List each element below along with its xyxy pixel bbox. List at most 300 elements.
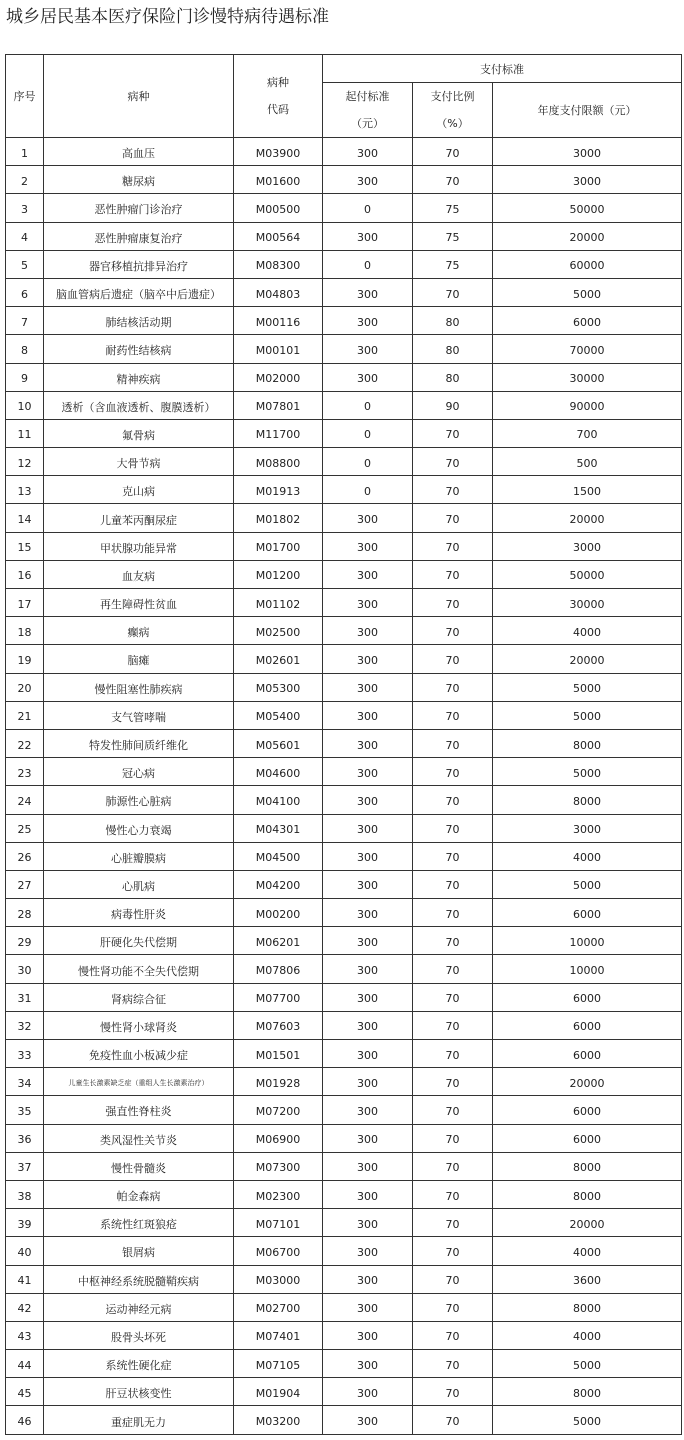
cell-threshold: 300 <box>323 560 413 588</box>
cell-annual-limit: 60000 <box>493 250 682 278</box>
cell-seq: 14 <box>6 504 44 532</box>
cell-seq: 10 <box>6 391 44 419</box>
cell-code: M01913 <box>234 476 323 504</box>
cell-ratio: 70 <box>413 786 493 814</box>
cell-seq: 26 <box>6 842 44 870</box>
cell-disease: 强直性脊柱炎 <box>44 1096 234 1124</box>
table-row <box>6 842 682 870</box>
cell-ratio: 75 <box>413 194 493 222</box>
cell-threshold: 300 <box>323 335 413 363</box>
table-row <box>6 1096 682 1124</box>
table-row <box>6 617 682 645</box>
cell-disease: 银屑病 <box>44 1237 234 1265</box>
cell-annual-limit: 1500 <box>493 476 682 504</box>
cell-disease: 甲状腺功能异常 <box>44 532 234 560</box>
table-row <box>6 1237 682 1265</box>
cell-disease: 脑血管病后遗症（脑卒中后遗症） <box>44 278 234 306</box>
table-row <box>6 1350 682 1378</box>
cell-annual-limit: 8000 <box>493 729 682 757</box>
cell-seq: 36 <box>6 1124 44 1152</box>
table-row <box>6 222 682 250</box>
cell-seq: 15 <box>6 532 44 560</box>
cell-disease: 类风湿性关节炎 <box>44 1124 234 1152</box>
cell-code: M00200 <box>234 899 323 927</box>
cell-disease: 糖尿病 <box>44 166 234 194</box>
cell-disease: 脑瘫 <box>44 645 234 673</box>
cell-seq: 16 <box>6 560 44 588</box>
cell-threshold: 300 <box>323 927 413 955</box>
cell-code: M04600 <box>234 758 323 786</box>
cell-seq: 18 <box>6 617 44 645</box>
cell-ratio: 70 <box>413 589 493 617</box>
cell-ratio: 70 <box>413 870 493 898</box>
cell-code: M06900 <box>234 1124 323 1152</box>
cell-disease: 冠心病 <box>44 758 234 786</box>
cell-ratio: 70 <box>413 617 493 645</box>
cell-code: M07401 <box>234 1321 323 1349</box>
cell-code: M05601 <box>234 729 323 757</box>
cell-disease: 运动神经元病 <box>44 1293 234 1321</box>
cell-code: M01501 <box>234 1040 323 1068</box>
cell-code: M07603 <box>234 1011 323 1039</box>
cell-annual-limit: 4000 <box>493 1321 682 1349</box>
cell-seq: 6 <box>6 278 44 306</box>
cell-disease: 透析（含血液透析、腹膜透析） <box>44 391 234 419</box>
cell-ratio: 75 <box>413 250 493 278</box>
cell-disease: 恶性肿瘤门诊治疗 <box>44 194 234 222</box>
cell-disease: 肺结核活动期 <box>44 307 234 335</box>
cell-code: M01904 <box>234 1378 323 1406</box>
cell-ratio: 70 <box>413 814 493 842</box>
table-row <box>6 419 682 447</box>
cell-annual-limit: 4000 <box>493 617 682 645</box>
cell-code: M02000 <box>234 363 323 391</box>
table-row <box>6 560 682 588</box>
cell-ratio: 70 <box>413 560 493 588</box>
cell-threshold: 300 <box>323 1124 413 1152</box>
cell-ratio: 70 <box>413 504 493 532</box>
cell-disease: 再生障碍性贫血 <box>44 589 234 617</box>
table-row <box>6 1209 682 1237</box>
cell-disease: 肺源性心脏病 <box>44 786 234 814</box>
cell-annual-limit: 5000 <box>493 701 682 729</box>
cell-threshold: 300 <box>323 1350 413 1378</box>
cell-threshold: 300 <box>323 814 413 842</box>
cell-disease: 支气管哮喘 <box>44 701 234 729</box>
cell-disease: 慢性阻塞性肺疾病 <box>44 673 234 701</box>
cell-code: M01802 <box>234 504 323 532</box>
header-ratio-line2: （%） <box>436 117 469 130</box>
cell-ratio: 70 <box>413 1096 493 1124</box>
table-row <box>6 1040 682 1068</box>
cell-code: M07105 <box>234 1350 323 1378</box>
cell-seq: 39 <box>6 1209 44 1237</box>
cell-seq: 41 <box>6 1265 44 1293</box>
cell-threshold: 300 <box>323 1011 413 1039</box>
table-row <box>6 1406 682 1434</box>
cell-ratio: 70 <box>413 476 493 504</box>
cell-annual-limit: 50000 <box>493 194 682 222</box>
table-row <box>6 955 682 983</box>
table-row <box>6 814 682 842</box>
cell-annual-limit: 5000 <box>493 758 682 786</box>
cell-disease: 股骨头坏死 <box>44 1321 234 1349</box>
cell-annual-limit: 5000 <box>493 1406 682 1434</box>
cell-ratio: 70 <box>413 1406 493 1434</box>
cell-ratio: 80 <box>413 335 493 363</box>
cell-threshold: 300 <box>323 1209 413 1237</box>
cell-threshold: 300 <box>323 1293 413 1321</box>
cell-ratio: 70 <box>413 1180 493 1208</box>
cell-seq: 44 <box>6 1350 44 1378</box>
cell-seq: 40 <box>6 1237 44 1265</box>
cell-seq: 29 <box>6 927 44 955</box>
table-row <box>6 307 682 335</box>
cell-annual-limit: 4000 <box>493 842 682 870</box>
cell-disease: 高血压 <box>44 138 234 166</box>
cell-code: M08300 <box>234 250 323 278</box>
cell-annual-limit: 3600 <box>493 1265 682 1293</box>
cell-seq: 34 <box>6 1068 44 1096</box>
cell-ratio: 70 <box>413 1209 493 1237</box>
cell-ratio: 70 <box>413 1068 493 1096</box>
cell-threshold: 300 <box>323 1406 413 1434</box>
benefit-standards-table <box>5 54 682 1435</box>
cell-threshold: 300 <box>323 645 413 673</box>
cell-ratio: 75 <box>413 222 493 250</box>
header-code-line1: 病种 <box>267 76 289 89</box>
cell-ratio: 70 <box>413 1124 493 1152</box>
cell-disease: 克山病 <box>44 476 234 504</box>
cell-seq: 27 <box>6 870 44 898</box>
cell-disease: 慢性骨髓炎 <box>44 1152 234 1180</box>
table-row <box>6 1152 682 1180</box>
cell-threshold: 300 <box>323 870 413 898</box>
cell-disease: 系统性红斑狼疮 <box>44 1209 234 1237</box>
cell-ratio: 70 <box>413 419 493 447</box>
table-row <box>6 363 682 391</box>
cell-seq: 32 <box>6 1011 44 1039</box>
cell-annual-limit: 20000 <box>493 1068 682 1096</box>
table-row <box>6 983 682 1011</box>
cell-ratio: 70 <box>413 1152 493 1180</box>
table-row <box>6 1011 682 1039</box>
cell-annual-limit: 6000 <box>493 1124 682 1152</box>
cell-threshold: 0 <box>323 448 413 476</box>
cell-annual-limit: 30000 <box>493 363 682 391</box>
table-row <box>6 701 682 729</box>
cell-annual-limit: 10000 <box>493 927 682 955</box>
cell-code: M04500 <box>234 842 323 870</box>
cell-code: M03200 <box>234 1406 323 1434</box>
cell-threshold: 300 <box>323 1040 413 1068</box>
cell-ratio: 70 <box>413 1040 493 1068</box>
cell-code: M02601 <box>234 645 323 673</box>
cell-annual-limit: 3000 <box>493 532 682 560</box>
cell-disease: 慢性肾功能不全失代偿期 <box>44 955 234 983</box>
cell-disease: 慢性心力衰竭 <box>44 814 234 842</box>
cell-ratio: 70 <box>413 1321 493 1349</box>
cell-seq: 9 <box>6 363 44 391</box>
cell-ratio: 90 <box>413 391 493 419</box>
cell-threshold: 300 <box>323 278 413 306</box>
header-annual-limit: 年度支付限额（元） <box>493 83 682 138</box>
cell-annual-limit: 8000 <box>493 786 682 814</box>
cell-seq: 3 <box>6 194 44 222</box>
cell-code: M01928 <box>234 1068 323 1096</box>
table-row <box>6 1321 682 1349</box>
table-row <box>6 1068 682 1096</box>
cell-ratio: 70 <box>413 1237 493 1265</box>
table-row <box>6 1180 682 1208</box>
cell-ratio: 70 <box>413 1293 493 1321</box>
cell-threshold: 300 <box>323 1237 413 1265</box>
table-row <box>6 589 682 617</box>
table-row <box>6 278 682 306</box>
cell-threshold: 300 <box>323 955 413 983</box>
cell-threshold: 0 <box>323 419 413 447</box>
cell-threshold: 300 <box>323 363 413 391</box>
cell-disease: 特发性肺间质纤维化 <box>44 729 234 757</box>
header-threshold-line2: （元） <box>351 117 384 130</box>
cell-seq: 23 <box>6 758 44 786</box>
cell-annual-limit: 90000 <box>493 391 682 419</box>
table-body <box>6 138 682 1435</box>
cell-threshold: 300 <box>323 166 413 194</box>
cell-ratio: 80 <box>413 363 493 391</box>
cell-code: M07200 <box>234 1096 323 1124</box>
cell-threshold: 300 <box>323 1152 413 1180</box>
cell-seq: 17 <box>6 589 44 617</box>
cell-code: M07101 <box>234 1209 323 1237</box>
cell-ratio: 70 <box>413 1011 493 1039</box>
cell-code: M04301 <box>234 814 323 842</box>
cell-disease: 大骨节病 <box>44 448 234 476</box>
cell-ratio: 70 <box>413 701 493 729</box>
cell-annual-limit: 500 <box>493 448 682 476</box>
cell-ratio: 70 <box>413 138 493 166</box>
cell-threshold: 300 <box>323 307 413 335</box>
cell-annual-limit: 20000 <box>493 1209 682 1237</box>
table-row <box>6 194 682 222</box>
cell-code: M01102 <box>234 589 323 617</box>
cell-annual-limit: 10000 <box>493 955 682 983</box>
cell-threshold: 0 <box>323 476 413 504</box>
cell-seq: 30 <box>6 955 44 983</box>
cell-threshold: 0 <box>323 194 413 222</box>
cell-ratio: 70 <box>413 899 493 927</box>
cell-disease: 帕金森病 <box>44 1180 234 1208</box>
header-threshold <box>323 83 413 138</box>
header-disease: 病种 <box>44 55 234 138</box>
cell-code: M01200 <box>234 560 323 588</box>
cell-seq: 33 <box>6 1040 44 1068</box>
table-row <box>6 476 682 504</box>
cell-seq: 25 <box>6 814 44 842</box>
cell-threshold: 300 <box>323 532 413 560</box>
cell-ratio: 70 <box>413 166 493 194</box>
table-row <box>6 1124 682 1152</box>
cell-code: M02300 <box>234 1180 323 1208</box>
cell-ratio: 70 <box>413 673 493 701</box>
cell-threshold: 300 <box>323 589 413 617</box>
cell-threshold: 300 <box>323 222 413 250</box>
cell-disease: 肝豆状核变性 <box>44 1378 234 1406</box>
cell-threshold: 300 <box>323 1180 413 1208</box>
cell-disease: 器官移植抗排异治疗 <box>44 250 234 278</box>
table-row <box>6 1378 682 1406</box>
cell-disease: 慢性肾小球肾炎 <box>44 1011 234 1039</box>
cell-disease: 心脏瓣膜病 <box>44 842 234 870</box>
cell-code: M00564 <box>234 222 323 250</box>
cell-code: M11700 <box>234 419 323 447</box>
cell-disease: 血友病 <box>44 560 234 588</box>
header-ratio-line1: 支付比例 <box>430 90 475 103</box>
cell-code: M08800 <box>234 448 323 476</box>
cell-seq: 5 <box>6 250 44 278</box>
header-ratio <box>413 83 493 138</box>
cell-code: M00101 <box>234 335 323 363</box>
cell-threshold: 300 <box>323 1265 413 1293</box>
header-threshold-line1: 起付标准 <box>345 90 390 103</box>
table-row <box>6 1293 682 1321</box>
header-payment-standard: 支付标准 <box>323 55 682 83</box>
cell-annual-limit: 5000 <box>493 870 682 898</box>
cell-code: M03000 <box>234 1265 323 1293</box>
cell-disease: 癫病 <box>44 617 234 645</box>
page-title: 城乡居民基本医疗保险门诊慢特病待遇标准 <box>6 7 329 27</box>
cell-seq: 38 <box>6 1180 44 1208</box>
cell-code: M00116 <box>234 307 323 335</box>
cell-annual-limit: 6000 <box>493 1096 682 1124</box>
cell-seq: 37 <box>6 1152 44 1180</box>
cell-annual-limit: 700 <box>493 419 682 447</box>
cell-disease: 中枢神经系统脱髓鞘疾病 <box>44 1265 234 1293</box>
cell-code: M01700 <box>234 532 323 560</box>
cell-disease: 肾病综合征 <box>44 983 234 1011</box>
table-row <box>6 758 682 786</box>
table-row <box>6 448 682 476</box>
cell-seq: 43 <box>6 1321 44 1349</box>
cell-annual-limit: 4000 <box>493 1237 682 1265</box>
cell-code: M04100 <box>234 786 323 814</box>
header-seq: 序号 <box>6 55 44 138</box>
cell-code: M02700 <box>234 1293 323 1321</box>
cell-annual-limit: 8000 <box>493 1293 682 1321</box>
cell-code: M07801 <box>234 391 323 419</box>
cell-ratio: 70 <box>413 1378 493 1406</box>
cell-annual-limit: 3000 <box>493 138 682 166</box>
table-row <box>6 1265 682 1293</box>
cell-code: M05300 <box>234 673 323 701</box>
cell-disease: 氟骨病 <box>44 419 234 447</box>
cell-ratio: 70 <box>413 645 493 673</box>
cell-threshold: 300 <box>323 758 413 786</box>
cell-threshold: 300 <box>323 786 413 814</box>
cell-disease: 肝硬化失代偿期 <box>44 927 234 955</box>
cell-annual-limit: 6000 <box>493 899 682 927</box>
cell-threshold: 300 <box>323 1321 413 1349</box>
cell-annual-limit: 6000 <box>493 1011 682 1039</box>
table-row <box>6 786 682 814</box>
cell-threshold: 300 <box>323 1378 413 1406</box>
cell-ratio: 70 <box>413 1265 493 1293</box>
table-row <box>6 504 682 532</box>
cell-seq: 19 <box>6 645 44 673</box>
header-code <box>234 55 323 138</box>
cell-seq: 24 <box>6 786 44 814</box>
cell-annual-limit: 5000 <box>493 673 682 701</box>
cell-annual-limit: 50000 <box>493 560 682 588</box>
cell-seq: 42 <box>6 1293 44 1321</box>
cell-seq: 1 <box>6 138 44 166</box>
cell-code: M05400 <box>234 701 323 729</box>
cell-ratio: 70 <box>413 729 493 757</box>
cell-code: M04200 <box>234 870 323 898</box>
cell-annual-limit: 6000 <box>493 307 682 335</box>
cell-disease: 重症肌无力 <box>44 1406 234 1434</box>
cell-code: M04803 <box>234 278 323 306</box>
cell-annual-limit: 6000 <box>493 1040 682 1068</box>
table-row <box>6 870 682 898</box>
cell-annual-limit: 20000 <box>493 645 682 673</box>
cell-disease: 耐药性结核病 <box>44 335 234 363</box>
cell-code: M00500 <box>234 194 323 222</box>
cell-code: M07700 <box>234 983 323 1011</box>
cell-code: M01600 <box>234 166 323 194</box>
cell-annual-limit: 5000 <box>493 278 682 306</box>
table-row <box>6 335 682 363</box>
cell-seq: 8 <box>6 335 44 363</box>
cell-threshold: 0 <box>323 250 413 278</box>
cell-threshold: 300 <box>323 701 413 729</box>
cell-annual-limit: 20000 <box>493 504 682 532</box>
cell-code: M06700 <box>234 1237 323 1265</box>
cell-code: M07806 <box>234 955 323 983</box>
cell-seq: 22 <box>6 729 44 757</box>
cell-seq: 28 <box>6 899 44 927</box>
cell-annual-limit: 30000 <box>493 589 682 617</box>
cell-seq: 11 <box>6 419 44 447</box>
cell-seq: 45 <box>6 1378 44 1406</box>
cell-seq: 2 <box>6 166 44 194</box>
cell-ratio: 70 <box>413 983 493 1011</box>
cell-disease: 精神疾病 <box>44 363 234 391</box>
cell-threshold: 300 <box>323 1068 413 1096</box>
table-row <box>6 138 682 166</box>
table-row <box>6 166 682 194</box>
cell-ratio: 70 <box>413 842 493 870</box>
table-row <box>6 532 682 560</box>
cell-annual-limit: 8000 <box>493 1180 682 1208</box>
cell-threshold: 300 <box>323 1096 413 1124</box>
cell-annual-limit: 8000 <box>493 1378 682 1406</box>
cell-annual-limit: 3000 <box>493 814 682 842</box>
cell-threshold: 300 <box>323 617 413 645</box>
cell-annual-limit: 6000 <box>493 983 682 1011</box>
cell-annual-limit: 3000 <box>493 166 682 194</box>
cell-seq: 4 <box>6 222 44 250</box>
cell-threshold: 0 <box>323 391 413 419</box>
cell-seq: 31 <box>6 983 44 1011</box>
cell-disease: 系统性硬化症 <box>44 1350 234 1378</box>
cell-disease: 免疫性血小板减少症 <box>44 1040 234 1068</box>
cell-threshold: 300 <box>323 138 413 166</box>
cell-annual-limit: 20000 <box>493 222 682 250</box>
cell-threshold: 300 <box>323 899 413 927</box>
cell-ratio: 70 <box>413 758 493 786</box>
table-row <box>6 391 682 419</box>
